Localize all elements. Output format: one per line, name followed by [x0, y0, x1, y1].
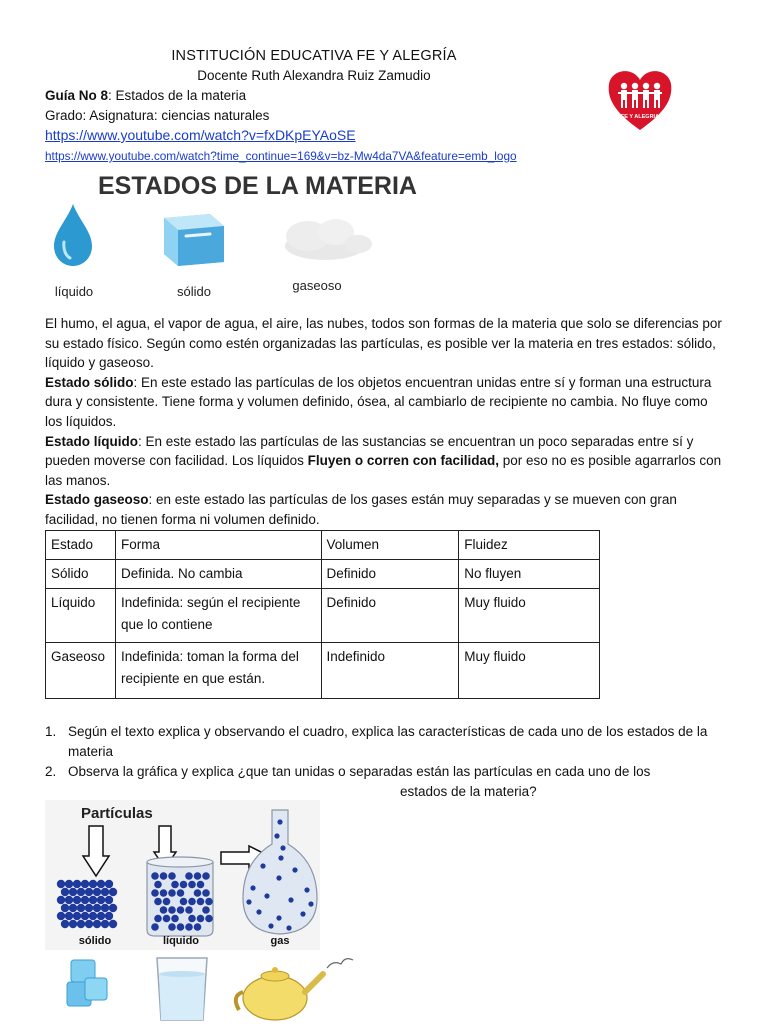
liquid-particle — [151, 923, 159, 931]
table-cell: Muy fluido — [459, 589, 600, 643]
solid-particle — [89, 912, 97, 920]
solid-particle — [101, 920, 109, 928]
liquid-particle — [202, 906, 210, 914]
liquid-particle — [188, 915, 196, 923]
liquid-particle — [177, 906, 185, 914]
solid-particle — [85, 904, 93, 912]
liquid-particle — [185, 906, 193, 914]
solid-particle — [101, 904, 109, 912]
liquid-particle — [160, 906, 168, 914]
table-cell: No fluyen — [459, 560, 600, 589]
question-text-continued: estados de la materia? — [400, 784, 537, 799]
table-cell: Indefinida: según el recipiente que lo contiene — [115, 589, 321, 643]
liquid-particle — [202, 889, 210, 897]
table-cell: Indefinido — [321, 643, 459, 699]
solid-particle — [93, 904, 101, 912]
ice-cube-icon — [164, 214, 224, 266]
solid-label: Estado sólido — [45, 374, 134, 390]
state-label-solid: sólido — [177, 284, 211, 299]
teacher-name: Docente Ruth Alexandra Ruiz Zamudio — [197, 68, 431, 83]
state-label-liquid: líquido — [54, 284, 94, 299]
solid-particle — [57, 896, 65, 904]
water-drop-icon — [54, 204, 92, 266]
solid-particle — [85, 888, 93, 896]
gas-particle — [268, 923, 273, 928]
questions-list — [45, 722, 725, 802]
table-cell: Definida. No cambia — [115, 560, 321, 589]
particles-label-gas: gas — [270, 935, 290, 947]
liquid-text-1: : En este estado las partículas de las sustancias se encuentran un poco separadas entre sí y pueden moverse con facilidad. Los líquidos — [45, 433, 694, 469]
table-row — [46, 560, 600, 589]
states-table — [45, 530, 600, 699]
liquid-text-2: por eso no es posible agarrarlos con las manos. — [45, 453, 722, 488]
solid-particle — [73, 880, 81, 888]
guide-topic: : Estados de la materia — [108, 88, 247, 103]
ice-cubes-icon — [67, 960, 107, 1006]
solid-particle — [77, 888, 85, 896]
gas-particle — [264, 893, 269, 898]
liquid-particle — [188, 881, 196, 889]
gas-text: : en este estado las partículas de los gases están muy separadas y se mueven con gran facilidad, no tienen forma ni volumen definido. — [45, 492, 677, 527]
table-row — [46, 589, 600, 643]
particles-figure — [45, 800, 320, 950]
liquid-particle — [202, 872, 210, 880]
table-header-cell: Forma — [115, 531, 321, 560]
liquid-particle — [163, 898, 171, 906]
video-link-1-row — [45, 127, 356, 143]
table-header-cell: Estado — [46, 531, 116, 560]
solid-particle — [69, 888, 77, 896]
solid-particle — [93, 920, 101, 928]
solid-particle — [85, 920, 93, 928]
gas-particle — [308, 901, 313, 906]
state-label-gas: gaseoso — [292, 278, 342, 293]
states-of-matter-figure — [40, 170, 417, 305]
question-number: 2. — [45, 764, 57, 779]
question-number: 1. — [45, 724, 57, 739]
question-item — [45, 762, 725, 802]
gas-particle — [276, 875, 281, 880]
liquid-particle — [168, 923, 176, 931]
solid-particle — [101, 888, 109, 896]
liquid-particle — [194, 923, 202, 931]
gas-particle — [292, 867, 297, 872]
gas-paragraph — [45, 490, 725, 529]
table-cell: Indefinida: toman la forma del recipiente en que están. — [115, 643, 321, 699]
solid-particle — [93, 888, 101, 896]
liquid-particle — [168, 906, 176, 914]
gas-particle — [286, 925, 291, 930]
video-link-2-row — [45, 148, 517, 163]
liquid-particle — [160, 872, 168, 880]
table-cell: Gaseoso — [46, 643, 116, 699]
question-item — [45, 722, 725, 762]
solid-particle — [61, 920, 69, 928]
glass-of-water-icon — [157, 958, 207, 1020]
question-text: Observa la gráfica y explica ¿que tan unidas o separadas están las partículas en cada uno de los — [68, 764, 651, 779]
liquid-particle — [171, 915, 179, 923]
liquid-particle — [205, 915, 213, 923]
particles-title: Partículas — [81, 805, 153, 822]
video-link-2[interactable]: https://www.youtube.com/watch?time_continue=169&v=bz-Mw4da7VA&feature=emb_logo — [45, 149, 517, 163]
liquid-particle — [154, 898, 162, 906]
liquid-label: Estado líquido — [45, 433, 138, 449]
liquid-particle — [185, 923, 193, 931]
body-text — [45, 314, 725, 530]
video-link-1[interactable]: https://www.youtube.com/watch?v=fxDKpEYAoSE — [45, 127, 356, 143]
solid-particle — [89, 896, 97, 904]
liquid-particle — [168, 889, 176, 897]
liquid-particle — [177, 923, 185, 931]
solid-particle — [77, 920, 85, 928]
intro-paragraph: El humo, el agua, el vapor de agua, el aire, las nubes, todos son formas de la materia que solo se diferencias por su estado físico. Según como estén organizadas las partículas, es posible ver la materia en tres estados: sólido, líquido y gaseoso. — [45, 316, 722, 371]
liquid-particle — [160, 889, 168, 897]
liquid-particle — [177, 889, 185, 897]
solid-particle — [97, 912, 105, 920]
gas-particle — [276, 915, 281, 920]
solid-particle — [69, 920, 77, 928]
liquid-particle — [180, 898, 188, 906]
solid-particle — [57, 912, 65, 920]
solid-particle — [81, 880, 89, 888]
particles-label-liquid: líquido — [162, 935, 200, 947]
solid-particle — [105, 880, 113, 888]
liquid-paragraph — [45, 432, 725, 491]
solid-particle — [105, 912, 113, 920]
table-cell: Definido — [321, 560, 459, 589]
liquid-particle — [197, 898, 205, 906]
gas-particle — [278, 855, 283, 860]
liquid-particle — [168, 872, 176, 880]
liquid-particle — [197, 915, 205, 923]
liquid-particle — [194, 872, 202, 880]
solid-particle — [73, 896, 81, 904]
liquid-particle — [151, 872, 159, 880]
solid-particle — [69, 904, 77, 912]
solid-particle — [61, 888, 69, 896]
solid-particle — [109, 904, 117, 912]
solid-particle — [57, 880, 65, 888]
solid-particle — [109, 920, 117, 928]
table-cell: Muy fluido — [459, 643, 600, 699]
table-header-row — [46, 531, 600, 560]
solid-particle — [61, 904, 69, 912]
logo-text: FE Y ALEGRIA — [620, 114, 660, 120]
table-header-cell: Fluidez — [459, 531, 600, 560]
gas-particle — [280, 845, 285, 850]
table-header-cell: Volumen — [321, 531, 459, 560]
gas-particle — [256, 909, 261, 914]
table-cell: Sólido — [46, 560, 116, 589]
liquid-particle — [171, 881, 179, 889]
states-figure-title: ESTADOS DE LA MATERIA — [98, 172, 417, 200]
objects-figure — [45, 952, 365, 1024]
institution-title: INSTITUCIÓN EDUCATIVA FE Y ALEGRÍA — [171, 48, 457, 64]
liquid-particle — [154, 881, 162, 889]
solid-particle — [105, 896, 113, 904]
liquid-particle — [163, 915, 171, 923]
gas-particle — [304, 887, 309, 892]
gas-particle — [250, 885, 255, 890]
question-text: Según el texto explica y observando el cuadro, explica las características de cada uno de los estados de la materia — [68, 724, 708, 759]
solid-particle — [65, 912, 73, 920]
gas-particle — [277, 819, 282, 824]
gas-particle — [288, 897, 293, 902]
solid-particle — [65, 880, 73, 888]
solid-particle — [81, 912, 89, 920]
liquid-particle — [194, 889, 202, 897]
liquid-particle — [180, 881, 188, 889]
liquid-particle — [185, 872, 193, 880]
solid-particle — [65, 896, 73, 904]
gas-particle — [274, 833, 279, 838]
solid-particle — [81, 896, 89, 904]
cloud-icon — [285, 219, 372, 260]
solid-particle — [77, 904, 85, 912]
guide-line — [45, 88, 246, 103]
liquid-particle — [154, 915, 162, 923]
solid-particle — [73, 912, 81, 920]
gas-particle — [246, 899, 251, 904]
particles-label-solid: sólido — [78, 935, 112, 947]
table-cell: Definido — [321, 589, 459, 643]
solid-text: : En este estado las partículas de los objetos encuentran unidas entre sí y forman una estructura dura y consistente. Tiene forma y volumen definido, ósea, al cambiarlo de recipiente no cambia. No fluye como los líquidos. — [45, 374, 712, 429]
solid-particle — [109, 888, 117, 896]
liquid-particle — [197, 881, 205, 889]
liquid-bold: Fluyen o corren con facilidad, — [307, 453, 499, 469]
solid-paragraph — [45, 373, 725, 432]
table-cell: Líquido — [46, 589, 116, 643]
gas-particle — [260, 863, 265, 868]
gas-label: Estado gaseoso — [45, 492, 149, 508]
grade-line: Grado: Asignatura: ciencias naturales — [45, 108, 270, 123]
guide-label: Guía No 8 — [45, 88, 109, 103]
solid-particle — [89, 880, 97, 888]
fe-y-alegria-logo — [606, 66, 674, 134]
table-row — [46, 643, 600, 699]
teapot-icon — [236, 959, 353, 1020]
solid-particle — [97, 896, 105, 904]
liquid-particle — [151, 889, 159, 897]
liquid-particle — [205, 898, 213, 906]
solid-particle — [97, 880, 105, 888]
liquid-particle — [188, 898, 196, 906]
gas-particle — [300, 911, 305, 916]
